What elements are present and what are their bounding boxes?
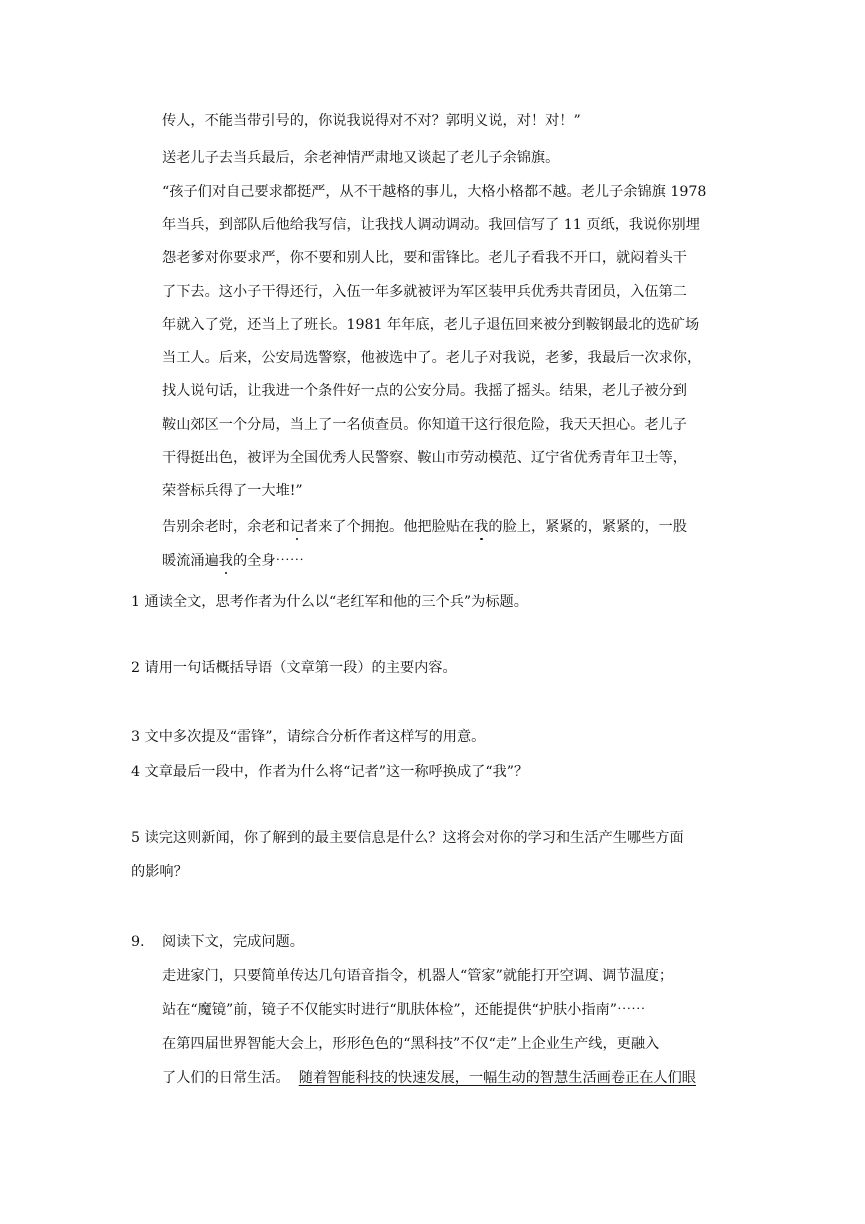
question-3: 3 文中多次提及“雷锋”，请综合分析作者这样写的用意。 xyxy=(131,729,486,745)
passage-line: 站在“魔镜”前，镜子不仅能实时进行“肌肤体检”，还能提供“护肤小指南”⋯⋯ xyxy=(162,1002,646,1018)
text-run: 了人们的日常生活。 xyxy=(162,1070,290,1086)
section-instruction: 阅读下文，完成问题。 xyxy=(162,934,304,950)
emphasis-dotted-char: 我 xyxy=(218,553,233,569)
text-run: 者来了个拥抱。他把脸贴在 xyxy=(303,519,475,535)
question-4: 4 文章最后一段中，作者为什么将“记者”这一称呼换成了“我”？ xyxy=(131,764,529,780)
emphasis-dotted-char: 记 xyxy=(289,519,304,535)
question-2: 2 请用一句话概括导语（文章第一段）的主要内容。 xyxy=(131,660,457,676)
story-line: “孩子们对自己要求都挺严，从不干越格的事儿，大格小格都不越。老儿子余锦旗 1978 xyxy=(162,184,707,200)
story-line: 怨老爹对你要求严，你不要和别人比，要和雷锋比。老儿子看我不开口，就闷着头干 xyxy=(162,250,687,266)
emphasis-dotted-char: 我 xyxy=(474,519,489,535)
story-line: 了下去。这小子干得还行，入伍一年多就被评为军区装甲兵优秀共青团员，入伍第二 xyxy=(162,284,687,300)
text-run: 告别余老时，余老和 xyxy=(162,519,290,535)
story-line: 送老儿子去当兵最后，余老神情严肃地又谈起了老儿子余锦旗。 xyxy=(162,150,560,166)
passage-line xyxy=(162,1068,696,1088)
story-last-paragraph-line xyxy=(162,517,687,537)
story-line: 鞍山郊区一个分局，当上了一名侦查员。你知道干这行很危险，我天天担心。老儿子 xyxy=(162,417,687,433)
text-run: 暖流涌遍 xyxy=(162,553,219,569)
story-line: 荣誉标兵得了一大堆!” xyxy=(162,483,303,499)
story-line: 干得挺出色，被评为全国优秀人民警察、鞍山市劳动模范、辽宁省优秀青年卫士等， xyxy=(162,450,687,466)
passage-line: 走进家门，只要简单传达几句语音指令，机器人“管家”就能打开空调、调节温度； xyxy=(162,968,674,984)
text-run: 的全身⋯⋯ xyxy=(232,553,304,569)
passage-line: 在第四届世界智能大会上，形形色色的“黑科技”不仅“走”上企业生产线，更融入 xyxy=(162,1036,660,1052)
story-last-paragraph-line xyxy=(162,551,304,571)
story-line: 当工人。后来，公安局选警察，他被选中了。老儿子对我说，老爹，我最后一次求你， xyxy=(162,350,702,366)
question-5: 5 读完这则新闻，你了解到的最主要信息是什么？这将会对你的学习和生活产生哪些方面 xyxy=(131,830,684,846)
question-1: 1 通读全文，思考作者为什么以“老红军和他的三个兵”为标题。 xyxy=(131,594,528,610)
story-line: 年当兵，到部队后他给我写信，让我找人调动调动。我回信写了 11 页纸，我说你别埋 xyxy=(162,217,700,233)
section-number: 9. xyxy=(131,934,145,950)
story-line: 找人说句话，让我进一个条件好一点的公安分局。我摇了摇头。结果，老儿子被分到 xyxy=(162,383,687,399)
text-run: 的脸上，紧紧的，紧紧的，一股 xyxy=(488,519,688,535)
underlined-sentence: 随着智能科技的快速发展，一幅生动的智慧生活画卷正在人们眼 xyxy=(298,1070,696,1086)
question-5-continued: 的影响？ xyxy=(131,864,188,880)
story-line: 年就入了党，还当上了班长。1981 年年底，老儿子退伍回来被分到鞍钢最北的选矿场 xyxy=(162,317,700,333)
story-line: 传人，不能当带引号的，你说我说得对不对？郭明义说，对！对！” xyxy=(162,113,581,129)
